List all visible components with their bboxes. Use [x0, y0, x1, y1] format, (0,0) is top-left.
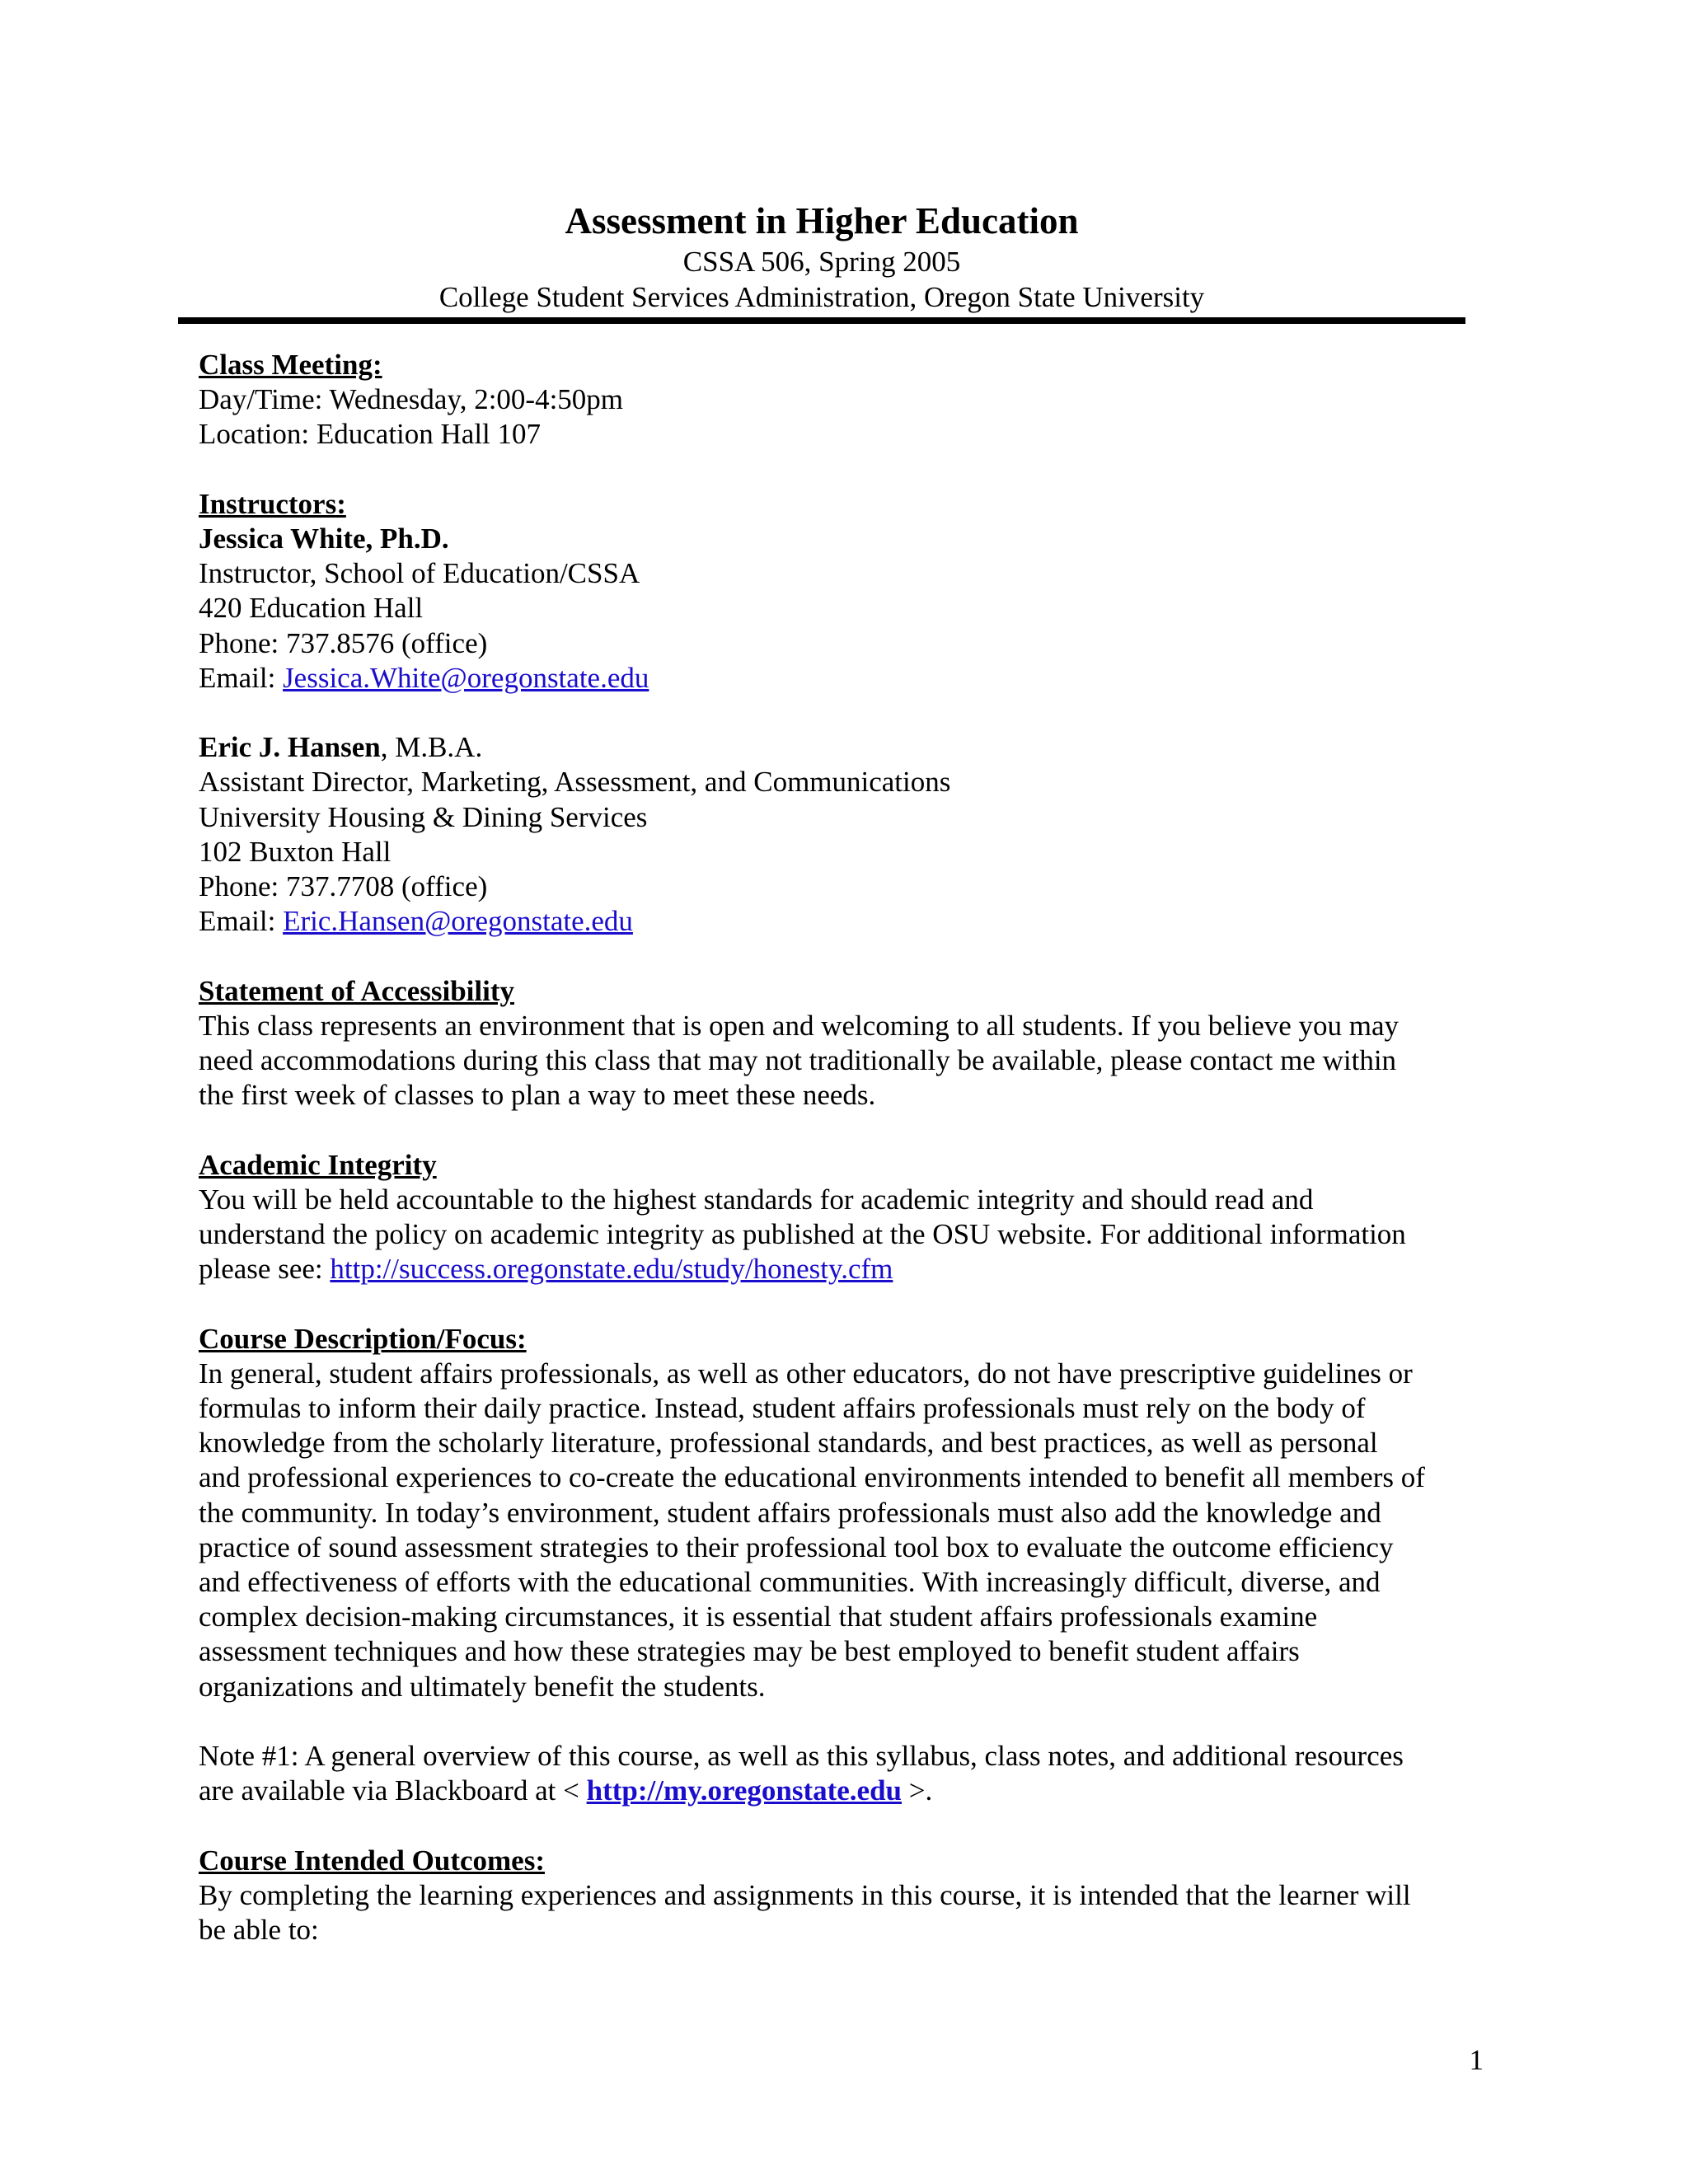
section-heading-class-meeting: Class Meeting:: [199, 349, 382, 381]
instructor-title: Instructor, School of Education/CSSA: [199, 557, 640, 590]
paragraph-line: the first week of classes to plan a way to meet these needs.: [199, 1079, 876, 1112]
instructor-email-link[interactable]: Jessica.White@oregonstate.edu: [283, 661, 649, 694]
note-prefix: are available via Blackboard at <: [199, 1774, 587, 1807]
paragraph-line: You will be held accountable to the highest standards for academic integrity and should read and: [199, 1183, 1314, 1216]
document-title: Assessment in Higher Education: [565, 200, 1079, 241]
paragraph-line: understand the policy on academic integrity as published at the OSU website. For additional information: [199, 1218, 1406, 1251]
instructor-name: [199, 730, 1484, 765]
paragraph-line: [199, 1252, 1484, 1286]
section-heading-accessibility: Statement of Accessibility: [199, 974, 514, 1007]
course-code: CSSA 506, Spring 2005: [682, 246, 961, 278]
instructor-name-text: Jessica White, Ph.D.: [199, 523, 449, 555]
paragraph-line: be able to:: [199, 1914, 319, 1947]
document-body: [199, 348, 1484, 1947]
section-heading-instructors: Instructors:: [199, 487, 346, 520]
paragraph-line: assessment techniques and how these strategies may be best employed to benefit student affairs: [199, 1635, 1300, 1668]
paragraph-line: and professional experiences to co-create the educational environments intended to benefit all members of: [199, 1461, 1425, 1494]
email-label: Email:: [199, 905, 284, 938]
paragraph-line: and effectiveness of efforts with the educational communities. With increasingly difficult, diverse, and: [199, 1566, 1381, 1599]
section-heading-academic-integrity: Academic Integrity: [199, 1148, 437, 1181]
header-divider: [178, 317, 1465, 324]
instructor-name-text: Eric J. Hansen: [199, 731, 381, 764]
link-label: please see:: [199, 1253, 331, 1286]
paragraph-line: knowledge from the scholarly literature, professional standards, and best practices, as well as personal: [199, 1427, 1378, 1460]
program-name: College Student Services Administration, Oregon State University: [438, 281, 1205, 313]
paragraph-line: formulas to inform their daily practice. Instead, student affairs professionals must rely on the body of: [199, 1392, 1366, 1425]
instructor-degree: , M.B.A.: [380, 731, 483, 764]
paragraph-line: In general, student affairs professionals, as well as other educators, do not have prescriptive guidelines or: [199, 1357, 1413, 1390]
page-number: 1: [1469, 2044, 1484, 2076]
paragraph-line: the community. In today’s environment, student affairs professionals must also add the knowledge and: [199, 1496, 1381, 1529]
instructor-phone: Phone: 737.7708 (office): [199, 870, 488, 903]
instructor-email-link[interactable]: Eric.Hansen@oregonstate.edu: [283, 905, 633, 938]
paragraph-line: need accommodations during this class that may not traditionally be available, please contact me within: [199, 1044, 1397, 1077]
paragraph-line: organizations and ultimately benefit the students.: [199, 1670, 766, 1703]
paragraph-line: practice of sound assessment strategies to their professional tool box to evaluate the outcome efficiency: [199, 1530, 1394, 1563]
instructor-email-line: [199, 661, 1484, 696]
paragraph-line: By completing the learning experiences and assignments in this course, it is intended that the learner will: [199, 1878, 1411, 1911]
instructor-phone: Phone: 737.8576 (office): [199, 626, 488, 659]
class-day-time: Day/Time: Wednesday, 2:00-4:50pm: [199, 383, 624, 416]
instructor-email-line: [199, 904, 1484, 939]
paragraph-line: This class represents an environment that is open and welcoming to all students. If you believe you may: [199, 1009, 1400, 1042]
honesty-policy-link[interactable]: http://success.oregonstate.edu/study/honesty.cfm: [330, 1253, 893, 1286]
section-heading-intended-outcomes: Course Intended Outcomes:: [199, 1844, 545, 1877]
email-label: Email:: [199, 661, 284, 694]
instructor-office: 420 Education Hall: [199, 592, 424, 625]
instructor-name: [199, 522, 1484, 556]
instructor-title: Assistant Director, Marketing, Assessment, and Communications: [199, 766, 951, 799]
document-header: [178, 198, 1465, 315]
blackboard-link[interactable]: http://my.oregonstate.edu: [586, 1774, 903, 1807]
paragraph-line: complex decision-making circumstances, it is essential that student affairs professionals examine: [199, 1601, 1318, 1633]
note-suffix: >.: [902, 1774, 933, 1807]
section-heading-course-description: Course Description/Focus:: [199, 1322, 527, 1355]
instructor-office: 102 Buxton Hall: [199, 835, 392, 868]
instructor-department: University Housing & Dining Services: [199, 800, 648, 833]
class-location: Location: Education Hall 107: [199, 418, 542, 451]
note-line: [199, 1774, 1484, 1808]
note-line: Note #1: A general overview of this course, as well as this syllabus, class notes, and additional resources: [199, 1740, 1404, 1773]
